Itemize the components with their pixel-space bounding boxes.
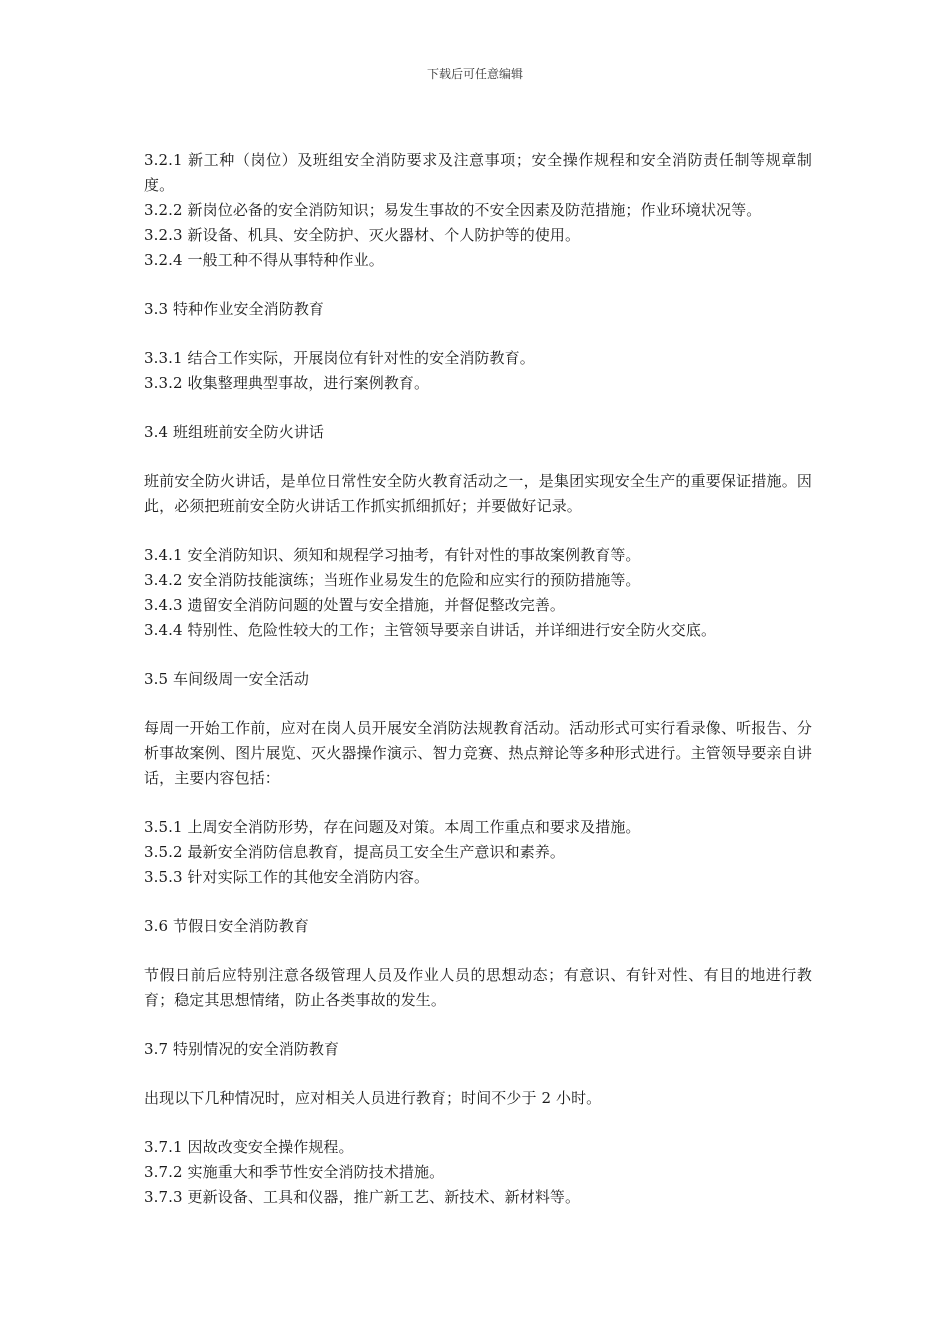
paragraph-3-4-4: 3.4.4 特别性、危险性较大的工作；主管领导要亲自讲话，并详细进行安全防火交底。	[144, 621, 717, 639]
paragraph-3-7-intro: 出现以下几种情况时，应对相关人员进行教育；时间不少于 2 小时。	[144, 1089, 602, 1107]
paragraph-3-5-2: 3.5.2 最新安全消防信息教育，提高员工安全生产意识和素养。	[144, 843, 566, 861]
paragraph-3-4-2: 3.4.2 安全消防技能演练；当班作业易发生的危险和应实行的预防措施等。	[144, 571, 641, 589]
paragraph-3-2-1: 3.2.1 新工种（岗位）及班组安全消防要求及注意事项；安全操作规程和安全消防责任制等规章制度。	[144, 151, 812, 194]
section-heading-3-7: 3.7 特别情况的安全消防教育	[144, 1040, 340, 1058]
page-header: 下载后可任意编辑	[426, 67, 523, 81]
paragraph-3-4-intro: 班前安全防火讲话，是单位日常性安全防火教育活动之一，是集团实现安全生产的重要保证措施。因此，必须把班前安全防火讲话工作抓实抓细抓好；并要做好记录。	[144, 472, 812, 515]
paragraph-3-5-intro: 每周一开始工作前，应对在岗人员开展安全消防法规教育活动。活动形式可实行看录像、听报告、分析事故案例、图片展览、灭火器操作演示、智力竞赛、热点辩论等多种形式进行。主管领导要亲自讲话，主要内容包括：	[144, 719, 812, 787]
paragraph-3-4-1: 3.4.1 安全消防知识、须知和规程学习抽考，有针对性的事故案例教育等。	[144, 546, 641, 564]
paragraph-3-4-3: 3.4.3 遗留安全消防问题的处置与安全措施，并督促整改完善。	[144, 596, 566, 614]
paragraph-3-2-2: 3.2.2 新岗位必备的安全消防知识；易发生事故的不安全因素及防范措施；作业环境状况等。	[144, 201, 762, 219]
section-heading-3-4: 3.4 班组班前安全防火讲话	[144, 423, 325, 441]
paragraph-3-7-3: 3.7.3 更新设备、工具和仪器，推广新工艺、新技术、新材料等。	[144, 1188, 581, 1206]
document-body	[144, 148, 812, 1210]
paragraph-3-5-3: 3.5.3 针对实际工作的其他安全消防内容。	[144, 868, 430, 886]
paragraph-3-2-4: 3.2.4 一般工种不得从事特种作业。	[144, 251, 384, 269]
paragraph-3-3-1: 3.3.1 结合工作实际，开展岗位有针对性的安全消防教育。	[144, 349, 535, 367]
paragraph-3-7-2: 3.7.2 实施重大和季节性安全消防技术措施。	[144, 1163, 445, 1181]
paragraph-3-3-2: 3.3.2 收集整理典型事故，进行案例教育。	[144, 374, 430, 392]
paragraph-3-6-intro: 节假日前后应特别注意各级管理人员及作业人员的思想动态；有意识、有针对性、有目的地进行教育；稳定其思想情绪，防止各类事故的发生。	[144, 966, 812, 1009]
paragraph-3-7-1: 3.7.1 因故改变安全操作规程。	[144, 1138, 354, 1156]
section-heading-3-6: 3.6 节假日安全消防教育	[144, 917, 309, 935]
section-heading-3-3: 3.3 特种作业安全消防教育	[144, 300, 325, 318]
section-heading-3-5: 3.5 车间级周一安全活动	[144, 670, 309, 688]
paragraph-3-5-1: 3.5.1 上周安全消防形势，存在问题及对策。本周工作重点和要求及措施。	[144, 818, 641, 836]
paragraph-3-2-3: 3.2.3 新设备、机具、安全防护、灭火器材、个人防护等的使用。	[144, 226, 581, 244]
